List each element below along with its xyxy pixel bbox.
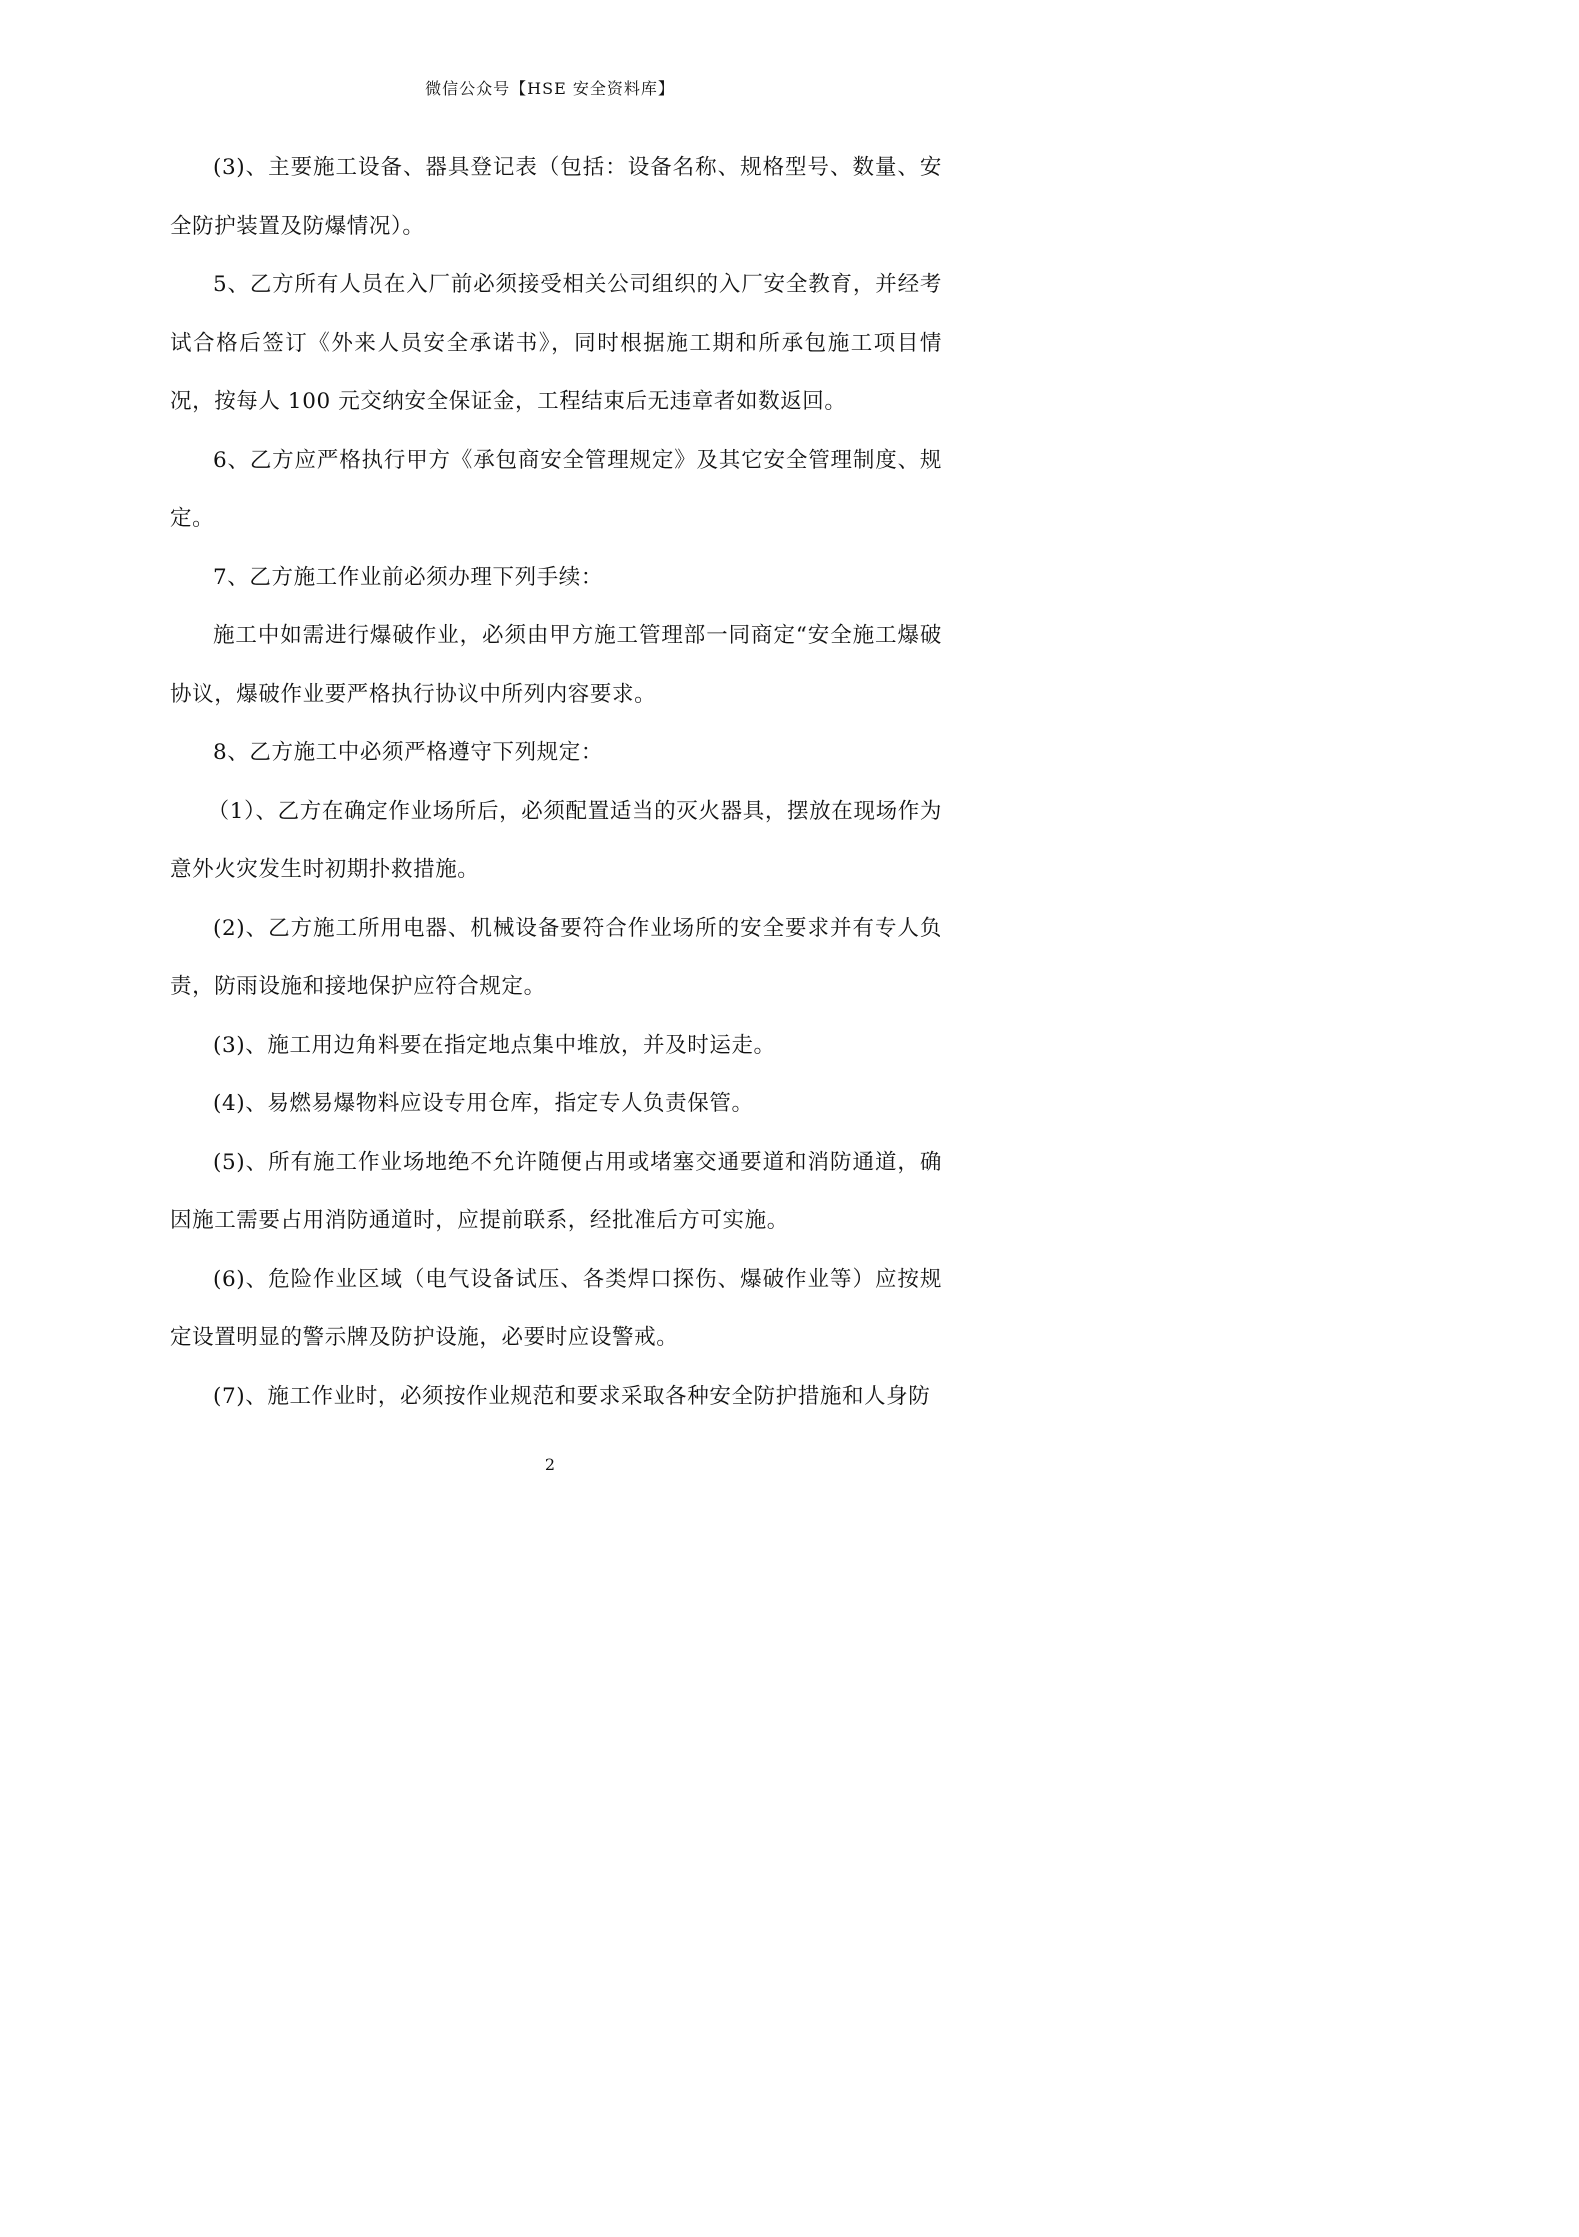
page-header: 微信公众号【HSE 安全资料库】 — [425, 79, 675, 98]
paragraph-item-2: (2)、乙方施工所用电器、机械设备要符合作业场所的安全要求并有专人负责，防雨设施和接地保护应符合规定。 — [170, 915, 942, 999]
paragraph-clause-7: 7、乙方施工作业前必须办理下列手续： — [213, 564, 603, 590]
paragraph-clause-6: 6、乙方应严格执行甲方《承包商安全管理规定》及其它安全管理制度、规定。 — [170, 447, 942, 531]
paragraph-item-6: (6)、危险作业区域（电气设备试压、各类焊口探伤、爆破作业等）应按规定设置明显的警示牌及防护设施，必要时应设警戒。 — [170, 1266, 942, 1350]
paragraph-item-1: （1）、乙方在确定作业场所后，必须配置适当的灭火器具，摆放在现场作为意外火灾发生时初期扑救措施。 — [170, 798, 942, 882]
document-body — [170, 139, 942, 1426]
paragraph-item-4: (4)、易燃易爆物料应设专用仓库，指定专人负责保管。 — [213, 1091, 754, 1116]
paragraph-item-5: (5)、所有施工作业场地绝不允许随便占用或堵塞交通要道和消防通道，确因施工需要占用消防通道时，应提前联系，经批准后方可实施。 — [170, 1149, 942, 1233]
paragraph-blasting: 施工中如需进行爆破作业，必须由甲方施工管理部一同商定“安全施工爆破协议，爆破作业要严格执行协议中所列内容要求。 — [170, 623, 942, 707]
page-number: 2 — [544, 1455, 556, 1474]
paragraph-clause-8: 8、乙方施工中必须严格遵守下列规定： — [213, 740, 603, 765]
paragraph-item-3: (3)、施工用边角料要在指定地点集中堆放，并及时运走。 — [213, 1032, 776, 1058]
paragraph-equipment-register: (3)、主要施工设备、器具登记表（包括：设备名称、规格型号、数量、安全防护装置及防爆情况）。 — [170, 155, 942, 239]
paragraph-item-7: (7)、施工作业时，必须按作业规范和要求采取各种安全防护措施和人身防 — [213, 1383, 931, 1409]
paragraph-clause-5: 5、乙方所有人员在入厂前必须接受相关公司组织的入厂安全教育，并经考试合格后签订《外来人员安全承诺书》，同时根据施工期和所承包施工项目情况，按每人 100 元交纳安全保证金，工程结束后无违章者如数返回。 — [170, 272, 942, 414]
